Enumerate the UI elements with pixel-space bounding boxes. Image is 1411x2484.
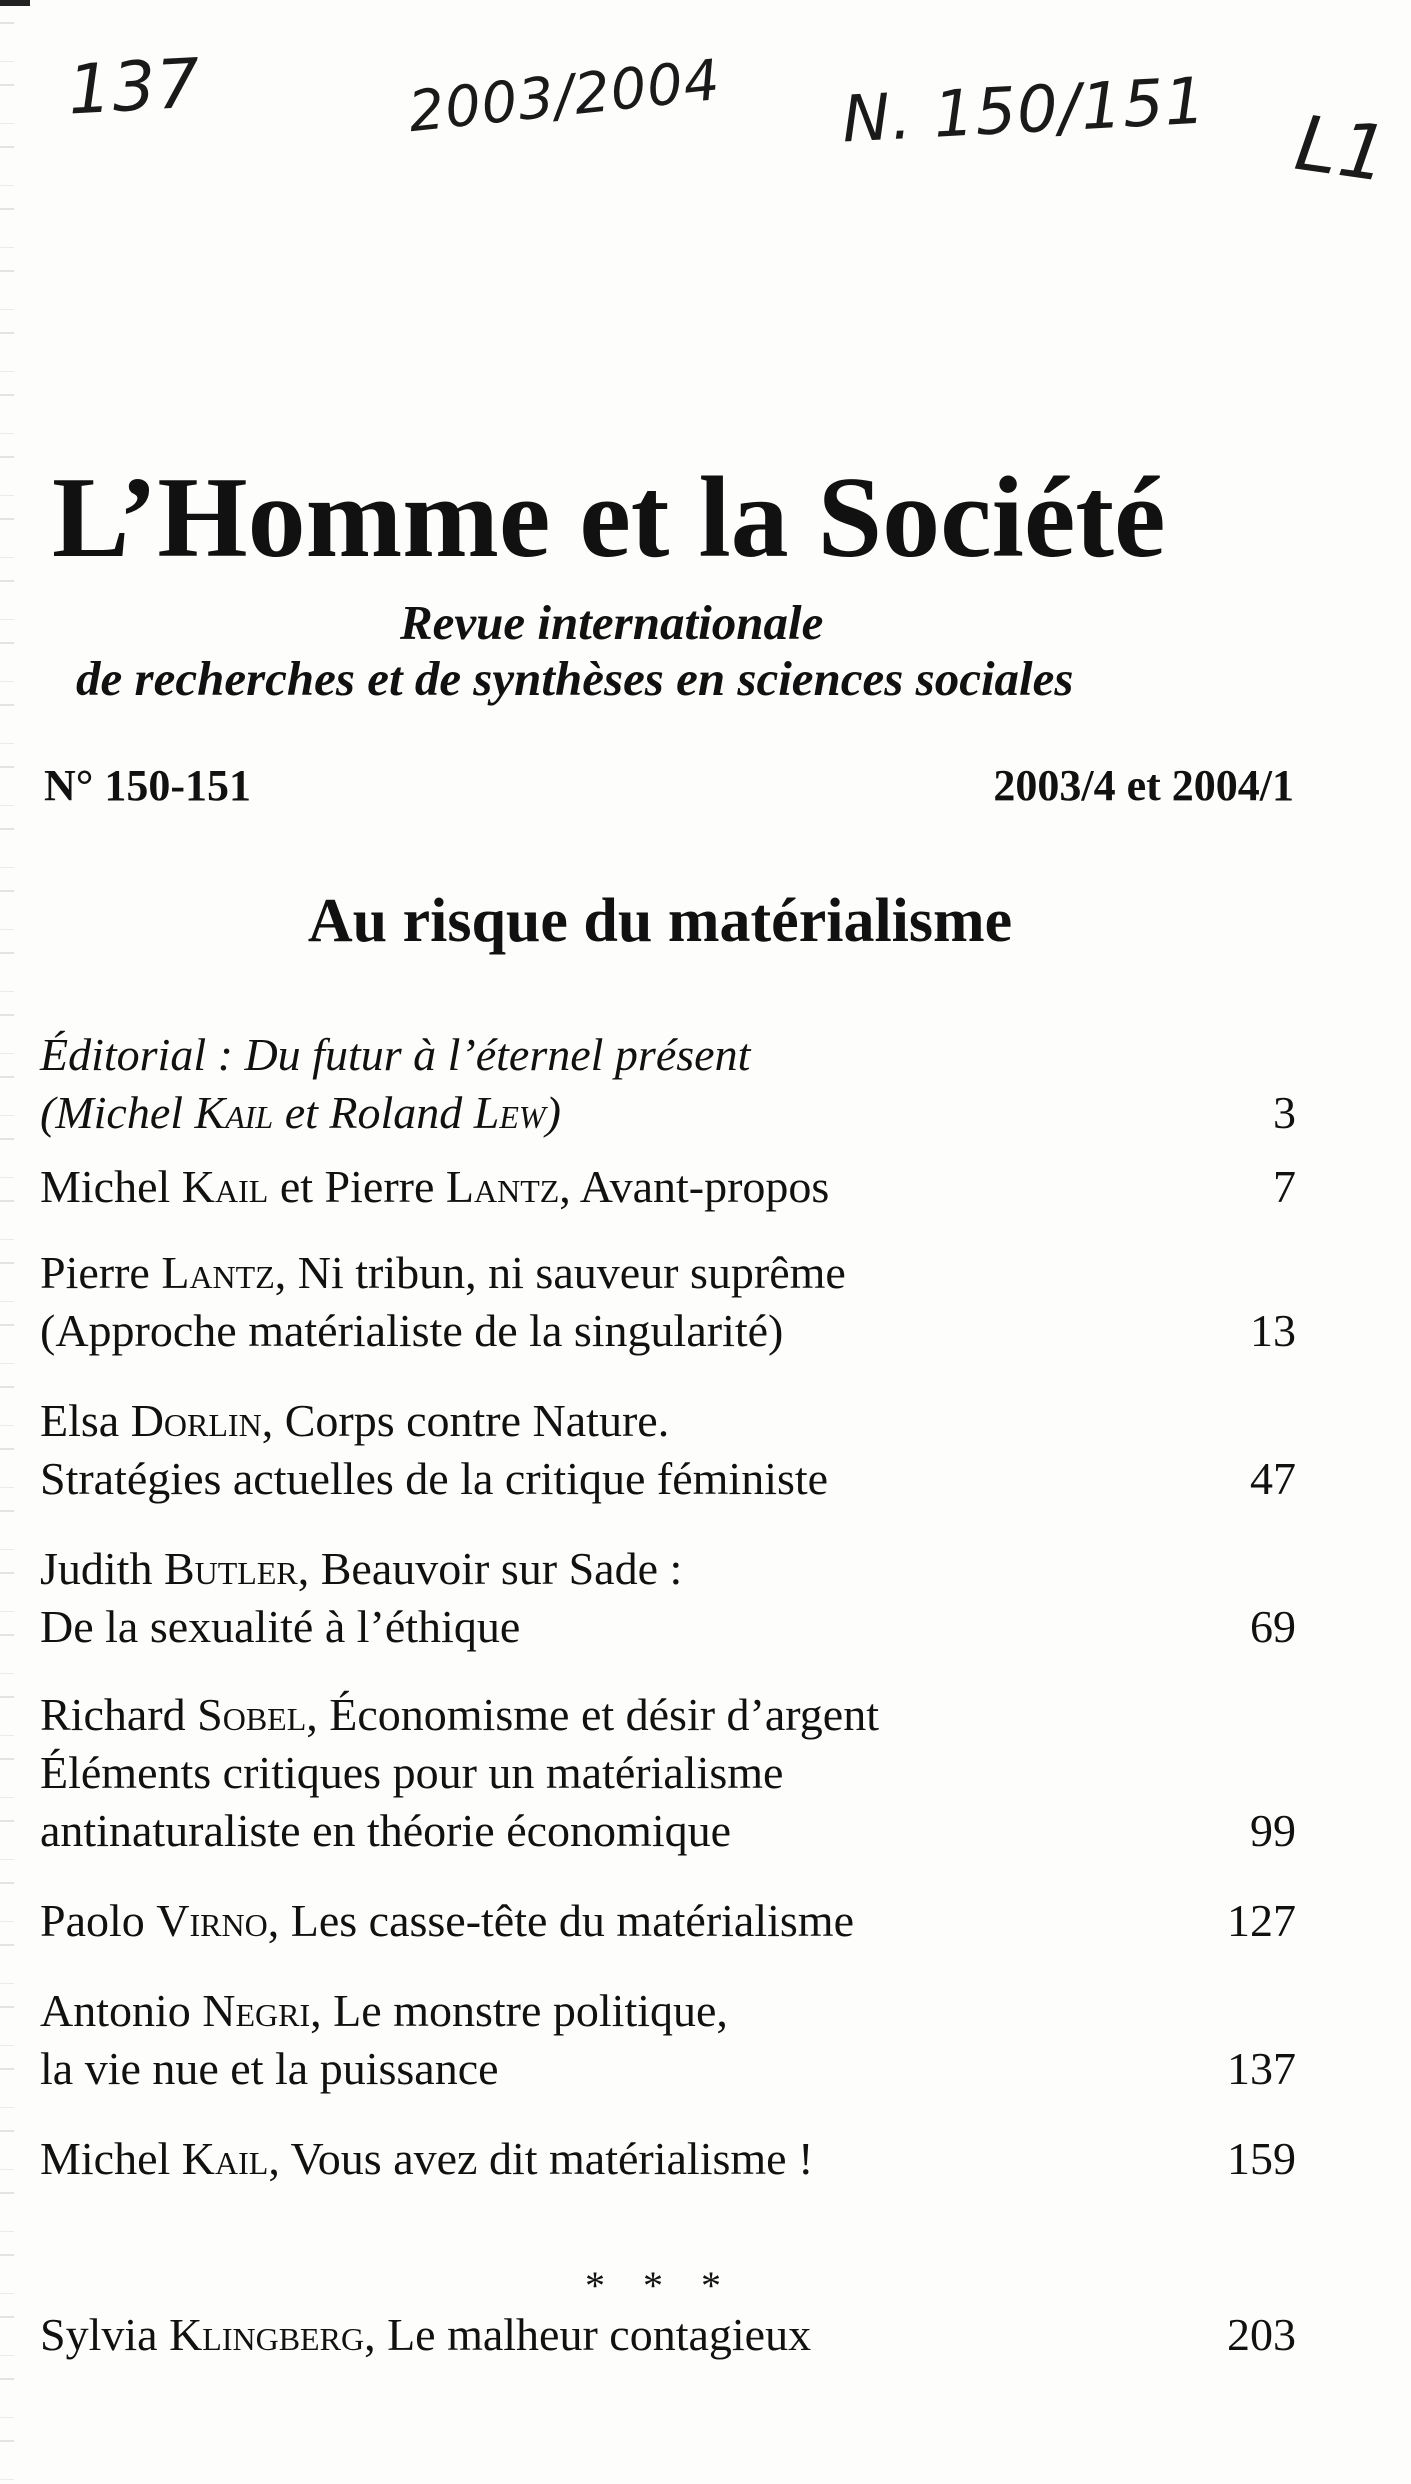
journal-subtitle-2: de recherches et de synthèses en sciences sociales: [76, 651, 1074, 706]
toc-entry: [40, 1892, 1296, 1950]
toc-entry-line: Sylvia Klingberg, Le malheur contagieux: [40, 2309, 812, 2360]
toc-entry: [40, 1686, 1296, 1860]
scan-edge: [0, 0, 14, 2484]
toc-entry-line: Éditorial : Du futur à l’éternel présent: [40, 1029, 751, 1080]
toc-page-number: 127: [1227, 1895, 1296, 1946]
toc-entry-line: (Approche matérialiste de la singularité): [40, 1305, 784, 1356]
toc-page-number: 7: [1273, 1161, 1296, 1212]
toc-entry-line: Pierre Lantz, Ni tribun, ni sauveur suprême: [40, 1247, 846, 1298]
toc-entry-line: antinaturaliste en théorie économique: [40, 1805, 732, 1856]
section-separator: * * *: [585, 2263, 735, 2308]
issue-info: [44, 760, 1294, 820]
toc-entry-line: la vie nue et la puissance: [40, 2043, 499, 2094]
issue-number: N° 150-151: [44, 761, 252, 810]
toc-entry-line: Éléments critiques pour un matérialisme: [40, 1747, 784, 1798]
toc-entry-line: Richard Sobel, Économisme et désir d’argent: [40, 1689, 879, 1740]
toc-entry: [40, 1244, 1296, 1360]
toc-entry-line: Judith Butler, Beauvoir sur Sade :: [40, 1543, 683, 1594]
toc-entry-line: Antonio Negri, Le monstre politique,: [40, 1985, 728, 2036]
scan-corner-mark: [0, 0, 30, 6]
toc-entry-line: Michel Kail, Vous avez dit matérialisme !: [40, 2133, 814, 2184]
journal-title: L’Homme et la Société: [52, 454, 1166, 582]
toc-entry: [40, 2130, 1296, 2188]
toc-entry: [40, 1540, 1296, 1656]
handwritten-years: 2003/2004: [405, 47, 724, 146]
issue-theme: Au risque du matérialisme: [307, 887, 1013, 955]
issue-date: 2003/4 et 2004/1: [993, 761, 1294, 810]
handwritten-ref: 137: [66, 44, 203, 131]
toc-entry: [40, 1158, 1296, 1216]
toc-entry: [40, 1982, 1296, 2098]
toc-page-number: 137: [1227, 2043, 1296, 2094]
toc-entry-line: (Michel Kail et Roland Lew): [40, 1087, 561, 1138]
toc-entry: [40, 2306, 1296, 2364]
toc-page-number: 69: [1250, 1601, 1296, 1652]
toc-page-number: 13: [1250, 1305, 1296, 1356]
toc-page-number: 3: [1273, 1087, 1296, 1138]
toc-page-number: 203: [1227, 2309, 1296, 2360]
toc-page-number: 159: [1227, 2133, 1296, 2184]
toc-entry-line: Elsa Dorlin, Corps contre Nature.: [40, 1395, 670, 1446]
toc-entry-line: De la sexualité à l’éthique: [40, 1601, 521, 1652]
toc-page-number: 47: [1250, 1453, 1296, 1504]
toc-entry: [40, 1026, 1296, 1142]
toc-entry-line: Stratégies actuelles de la critique féministe: [40, 1453, 829, 1504]
toc-page-number: 99: [1250, 1805, 1296, 1856]
handwritten-mark: L1: [1290, 97, 1395, 200]
handwritten-issue: N. 150/151: [840, 64, 1209, 158]
toc-entry-line: Paolo Virno, Les casse-tête du matérialisme: [40, 1895, 854, 1946]
journal-subtitle-1: Revue internationale: [400, 595, 824, 650]
toc-entry: [40, 1392, 1296, 1508]
toc-entry-line: Michel Kail et Pierre Lantz, Avant-propos: [40, 1161, 830, 1212]
